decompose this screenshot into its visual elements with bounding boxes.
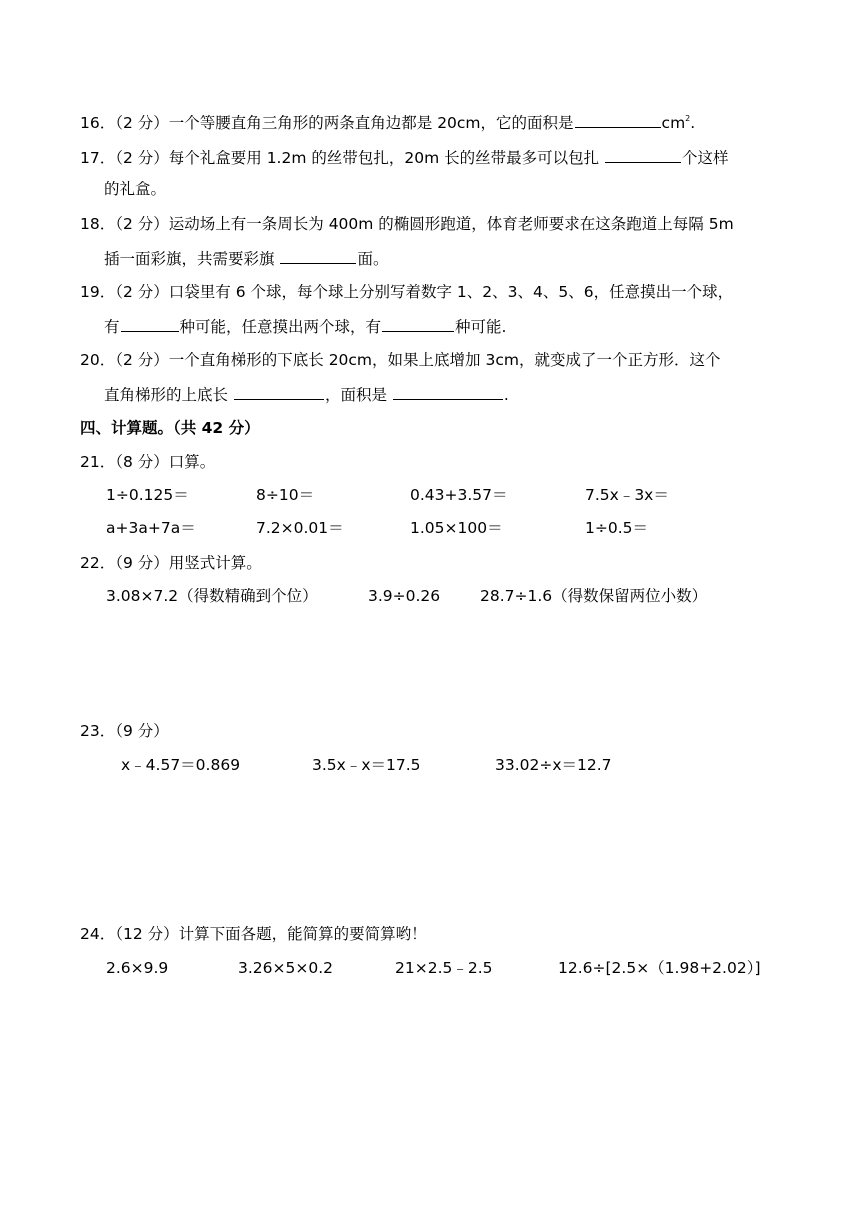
question-19 (80, 282, 733, 302)
mental-calc-item: 7.2×0.01＝ (256, 519, 344, 537)
mental-calc-item: 1÷0.5＝ (585, 519, 648, 537)
equation-item: x﹣4.57＝0.869 (121, 756, 241, 774)
q16-text: 16．（2 分）一个等腰直角三角形的两条直角边都是 20cm，它的面积是 (80, 114, 574, 132)
question-18-line2 (104, 247, 388, 269)
equation-item: 3.5x﹣x＝17.5 (312, 756, 421, 774)
q18-text: 18．（2 分）运动场上有一条周长为 400m 的椭圆形跑道，体育老师要求在这条跑道上每隔 5m (80, 215, 734, 233)
q20-text: 20．（2 分）一个直角梯形的下底长 20cm，如果上底增加 3cm，就变成了一个正方形．这个 (80, 351, 721, 369)
q20-text-b: 直角梯形的上底长 (104, 386, 233, 404)
question-18 (80, 214, 734, 234)
question-17 (80, 146, 729, 168)
answer-blank[interactable] (234, 383, 324, 400)
answer-blank[interactable] (382, 315, 454, 332)
mental-calc-item: 8÷10＝ (256, 486, 315, 504)
mental-calc-item: 0.43+3.57＝ (410, 486, 508, 504)
question-17-line2 (104, 179, 166, 199)
answer-blank[interactable] (280, 247, 356, 264)
q17-text-cont: 个这样 (682, 149, 729, 167)
question-21-title: 21．（8 分）口算。 (80, 453, 216, 471)
q18-text-cont: 插一面彩旗，共需要彩旗 (104, 250, 280, 268)
q19-text-d: 种可能. (455, 318, 507, 336)
q19-text: 19．（2 分）口袋里有 6 个球，每个球上分别写着数字 1、2、3、4、5、6，任意摸出一个球， (80, 283, 734, 301)
answer-blank[interactable] (121, 315, 179, 332)
vertical-calc-item: 28.7÷1.6（得数保留两位小数） (480, 587, 708, 605)
question-23-title: 23．（9 分） (80, 722, 169, 740)
simplify-calc-item: 12.6÷[2.5×（1.98+2.02）] (558, 959, 761, 977)
q16-end: . (690, 114, 696, 132)
q19-text-b: 有 (104, 318, 120, 336)
answer-blank[interactable] (575, 111, 661, 128)
simplify-calc-item: 2.6×9.9 (106, 959, 169, 977)
question-20-line2 (104, 383, 509, 405)
simplify-calc-item: 3.26×5×0.2 (238, 959, 333, 977)
answer-blank[interactable] (605, 146, 681, 163)
equation-item: 33.02÷x＝12.7 (495, 756, 612, 774)
simplify-calc-item: 21×2.5﹣2.5 (395, 959, 493, 977)
question-16 (80, 111, 695, 133)
q20-text-d: . (503, 386, 509, 404)
q16-unit-exponent: 2 (685, 114, 691, 123)
mental-calc-item: 1÷0.125＝ (106, 486, 189, 504)
q19-text-c: 种可能，任意摸出两个球，有 (179, 318, 382, 336)
mental-calc-item: 7.5x﹣3x＝ (585, 486, 669, 504)
question-24-title: 24．（12 分）计算下面各题，能简算的要简算哟！ (80, 925, 427, 943)
answer-blank[interactable] (393, 383, 503, 400)
vertical-calc-item: 3.08×7.2（得数精确到个位） (106, 587, 318, 605)
mental-calc-item: a+3a+7a＝ (106, 519, 196, 537)
q17-text: 17．（2 分）每个礼盒要用 1.2m 的丝带包扎，20m 长的丝带最多可以包扎 (80, 149, 605, 167)
q16-unit: cm (661, 114, 686, 132)
vertical-calc-item: 3.9÷0.26 (368, 587, 441, 605)
q18-text-end: 面。 (357, 250, 389, 268)
section-title: 四、计算题。（共 42 分） (80, 419, 260, 437)
mental-calc-item: 1.05×100＝ (410, 519, 503, 537)
question-22-title: 22．（9 分）用竖式计算。 (80, 554, 262, 572)
q17-text-end: 的礼盒。 (104, 180, 167, 198)
q20-text-c: ，面积是 (324, 386, 392, 404)
question-20 (80, 350, 720, 370)
question-19-line2 (104, 315, 506, 337)
